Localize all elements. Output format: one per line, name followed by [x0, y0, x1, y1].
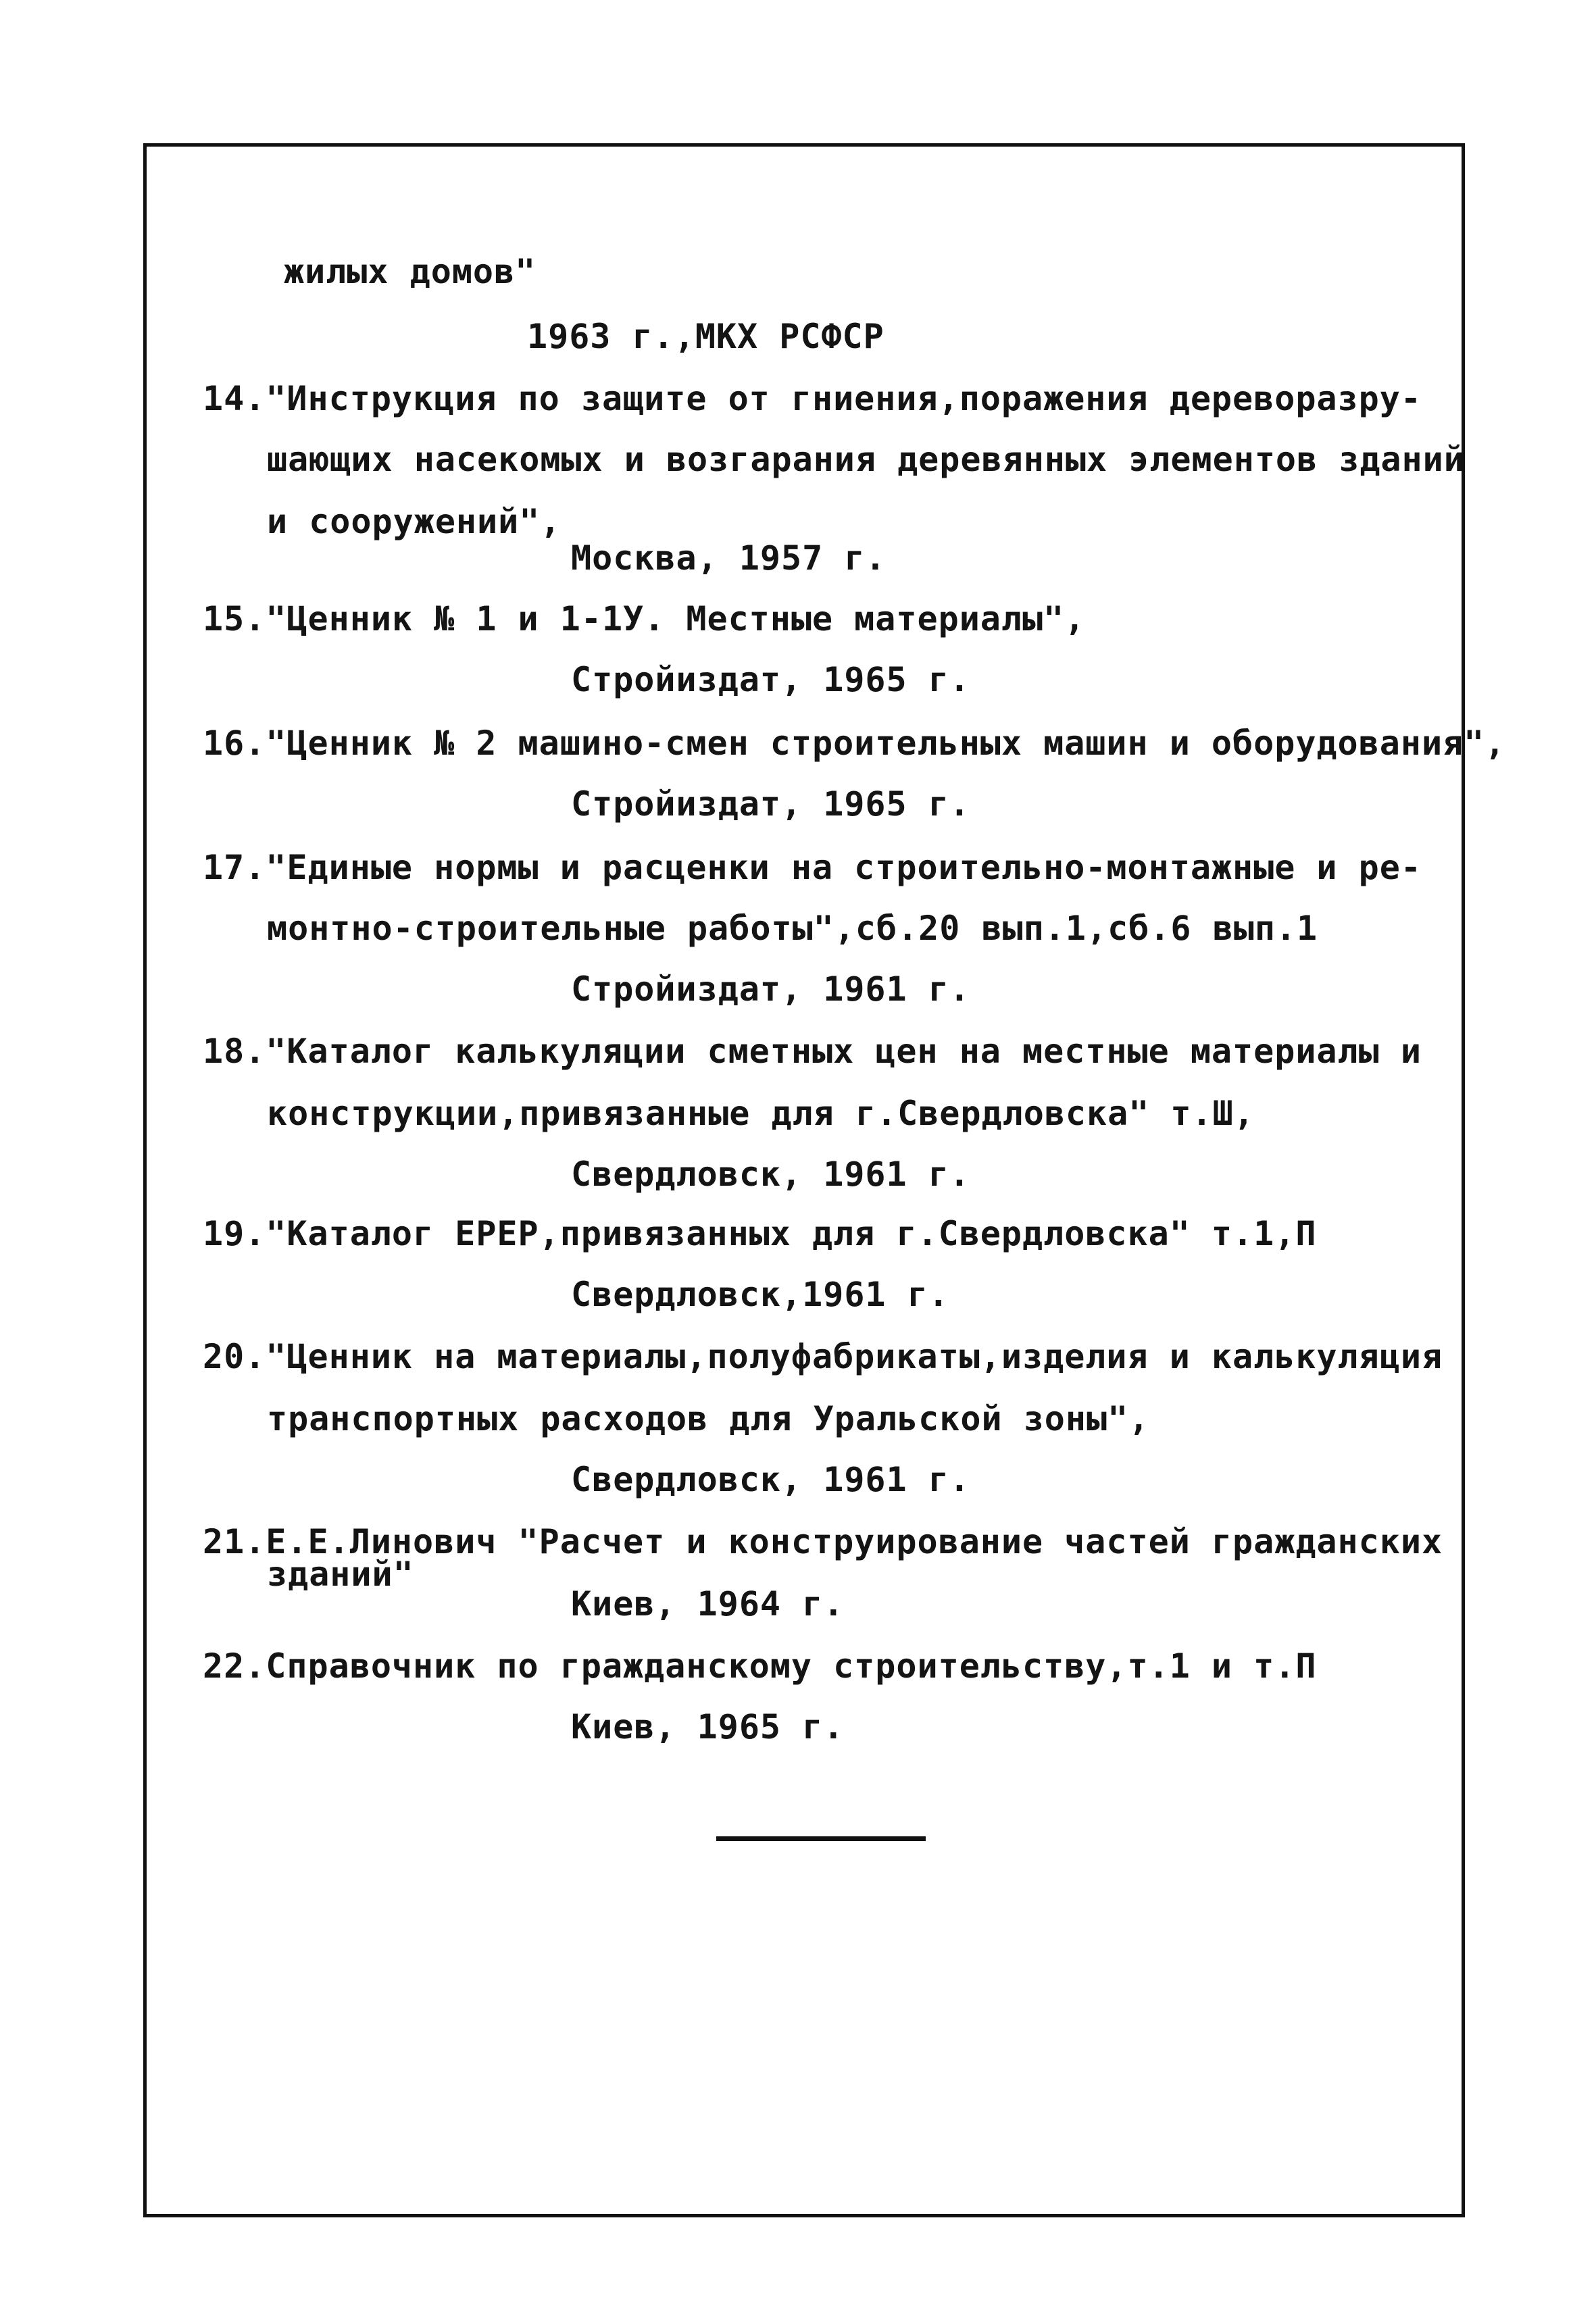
ref-21-title-cont: зданий" [267, 1555, 414, 1594]
ref-13-continuation: жилых домов" [284, 252, 537, 291]
ref-14-title: 14."Инструкция по защите от гниения,поражения дереворазру- [203, 379, 1422, 418]
end-rule [716, 1836, 926, 1841]
ref-19-title: 19."Каталог ЕРЕР,привязанных для г.Свердловска" т.1,П [203, 1214, 1317, 1253]
ref-16-publisher: Стройиздат, 1965 г. [571, 784, 970, 824]
ref-20-title-cont: транспортных расходов для Уральской зоны", [267, 1399, 1150, 1438]
ref-18-publisher: Свердловск, 1961 г. [571, 1155, 970, 1194]
ref-17-title-cont: монтно-строительные работы",сб.20 вып.1,сб.6 вып.1 [267, 909, 1318, 948]
ref-15-publisher: Стройиздат, 1965 г. [571, 660, 970, 699]
ref-17-title: 17."Единые нормы и расценки на строительно-монтажные и ре- [203, 848, 1422, 887]
ref-20-title: 20."Ценник на материалы,полуфабрикаты,изделия и калькуляция [203, 1337, 1443, 1376]
ref-22-title: 22.Справочник по гражданскому строительству,т.1 и т.П [203, 1646, 1317, 1686]
ref-18-title: 18."Каталог калькуляции сметных цен на местные материалы и [203, 1032, 1422, 1071]
ref-13-publisher: 1963 г.,МКХ РСФСР [527, 317, 884, 356]
ref-21-title: 21.Е.Е.Линович "Расчет и конструирование частей гражданских [203, 1522, 1443, 1561]
ref-16-title: 16."Ценник № 2 машино-смен строительных машин и оборудования", [203, 724, 1506, 763]
ref-20-publisher: Свердловск, 1961 г. [571, 1460, 970, 1499]
ref-19-publisher: Свердловск,1961 г. [571, 1275, 949, 1314]
ref-14-title-cont: шающих насекомых и возгарания деревянных элементов зданий [267, 440, 1465, 479]
ref-18-title-cont: конструкции,привязанные для г.Свердловска" т.Ш, [267, 1094, 1255, 1133]
ref-14-title-end: и сооружений", [267, 502, 562, 541]
ref-15-title: 15."Ценник № 1 и 1-1У. Местные материалы", [203, 599, 1086, 638]
ref-22-publisher: Киев, 1965 г. [571, 1707, 845, 1746]
ref-17-publisher: Стройиздат, 1961 г. [571, 970, 970, 1009]
ref-21-publisher: Киев, 1964 г. [571, 1584, 845, 1624]
ref-14-publisher: Москва, 1957 г. [571, 538, 887, 578]
